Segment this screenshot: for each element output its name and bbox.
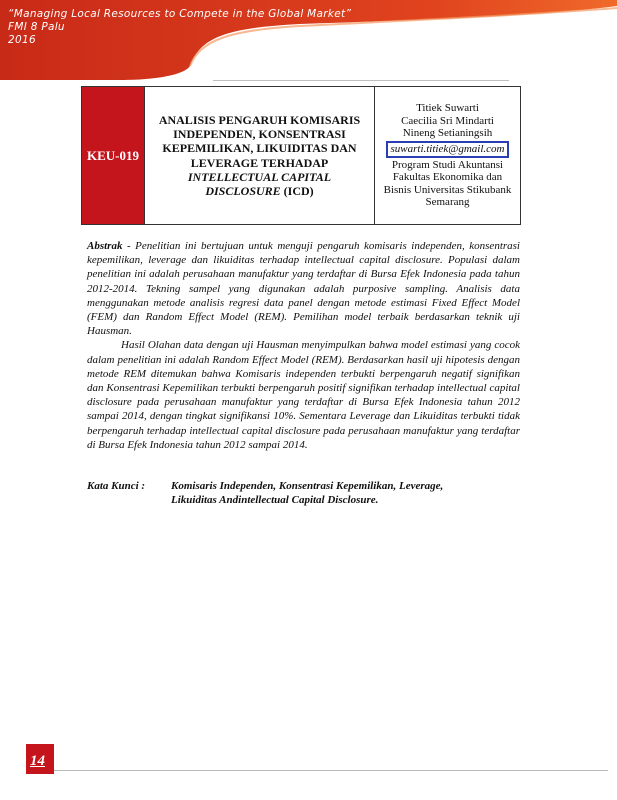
conference-tagline: “Managing Local Resources to Compete in the Global Market” bbox=[8, 8, 352, 20]
author-info bbox=[375, 87, 520, 224]
keywords-section bbox=[87, 479, 527, 507]
keywords-label: Kata Kunci : bbox=[87, 480, 146, 492]
title-line: ANALISIS PENGARUH KOMISARIS bbox=[158, 112, 361, 127]
title-line bbox=[205, 184, 313, 198]
abstract-text: - Penelitian ini bertujuan untuk menguji pengaruh komisaris independen, konsentrasi kepemilikan, leverage dan likuiditas terhadap intellectual capital disclosure. Populasi dalam penelitian ini adalah perusahaan manufaktur yang terdaftar di Bursa Efek Indonesia pada tahun 2012-2014. Tekning sampel yang digunakan adalah purposive sampling. Analisis data menggunakan metode analisis regresi data panel dengan metode estimasi Fixed Effect Model (FEM) dan Random Effect Model (REM). Pemilihan model terbaik berdasarkan teknik uji Hausman. bbox=[87, 240, 520, 338]
paper-code: KEU-019 bbox=[82, 87, 145, 224]
conference-name: FMI 8 Palu bbox=[8, 21, 65, 33]
title-line: INTELLECTUAL CAPITAL bbox=[187, 169, 332, 184]
page-number: 14 bbox=[30, 753, 45, 769]
title-line: INDEPENDEN, KONSENTRASI bbox=[173, 126, 346, 141]
keywords-line: Komisaris Independen, Konsentrasi Kepemilikan, Leverage, bbox=[171, 480, 444, 492]
affiliation-line: Semarang bbox=[425, 196, 470, 209]
conference-year: 2016 bbox=[8, 34, 36, 46]
abstract-label: Abstrak bbox=[87, 240, 123, 252]
title-line: LEVERAGE TERHADAP bbox=[190, 155, 329, 170]
affiliation-line: Fakultas Ekonomika dan bbox=[392, 171, 503, 184]
abstract-paragraph bbox=[87, 239, 520, 338]
affiliation-line: Bisnis Universitas Stikubank bbox=[383, 183, 512, 196]
author-name: Nineng Setianingsih bbox=[402, 127, 493, 140]
author-name: Titiek Suwarti bbox=[416, 102, 479, 115]
footer-divider bbox=[30, 770, 608, 771]
title-table bbox=[81, 86, 521, 225]
top-divider bbox=[213, 80, 509, 81]
title-line: KEPEMILIKAN, LIKUIDITAS DAN bbox=[162, 141, 357, 156]
paper-title bbox=[145, 87, 375, 224]
abstract-section bbox=[87, 239, 520, 452]
keywords-line: Likuiditas Andintellectual Capital Disclosure. bbox=[171, 494, 379, 506]
affiliation-line: Program Studi Akuntansi bbox=[391, 158, 504, 171]
title-italic-part: DISCLOSURE bbox=[205, 184, 281, 199]
author-email-link[interactable]: suwarti.titiek@gmail.com bbox=[386, 141, 508, 158]
author-name: Caecilia Sri Mindarti bbox=[401, 114, 494, 127]
title-suffix: (ICD) bbox=[280, 184, 314, 199]
header-banner bbox=[0, 0, 617, 80]
abstract-paragraph: Hasil Olahan data dengan uji Hausman menyimpulkan bahwa model estimasi yang cocok dalam penelitian ini adalah Random Effect Model (REM). Berdasarkan hasil uji hipotesis dengan metode REM ditemukan bahwa Komisaris independen terbukti berpengaruh negatif signifikan dan Konsentrasi Kepemilikan terbukti berpengaruh positif signifikan terhadap intellectual capital disclosure pada perusahaan manufaktur yang terdaftar di Bursa Efek Indonesia tahun 2012 sampai 2014, dengan tingkat signifikansi 10%. Sementara Leverage dan Likuiditas terbukti tidak berpengaruh terhadap intellectual capital disclosure pada perusahaan manufaktur yang terdaftar di Bursa Efek Indonesia tahun 2012 sampai 2014. bbox=[87, 339, 520, 451]
